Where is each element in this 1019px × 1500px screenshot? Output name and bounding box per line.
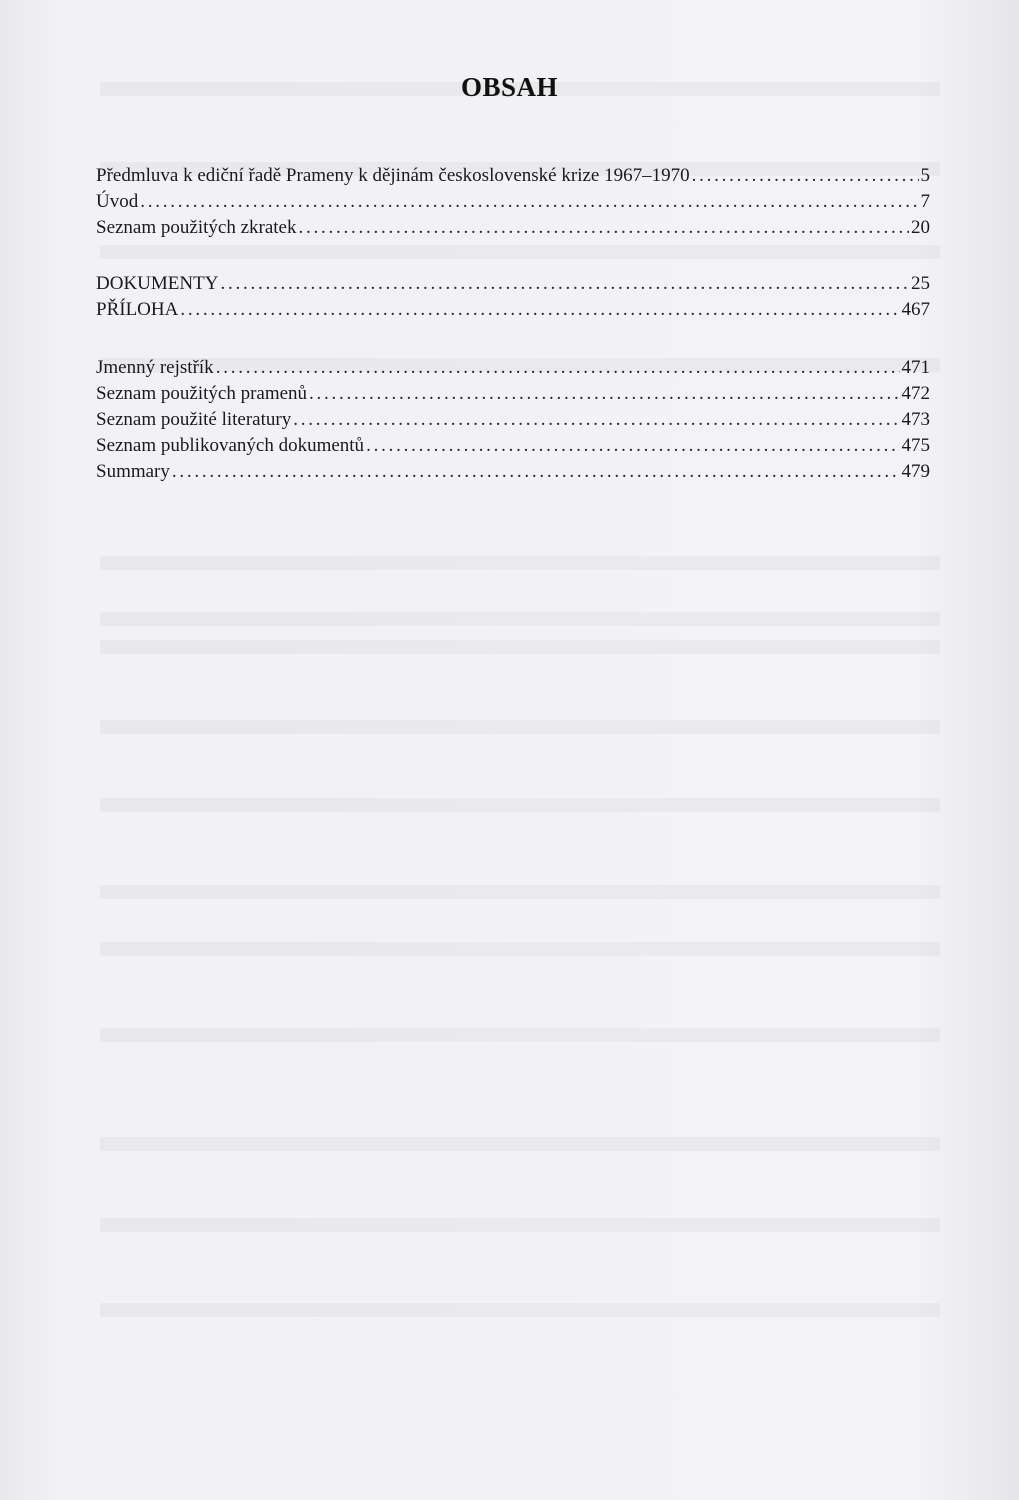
toc-entry[interactable]: [96, 163, 930, 189]
toc-entry[interactable]: [96, 215, 930, 241]
toc-entry-page: 473: [901, 409, 930, 430]
toc-entry-label: Úvod: [96, 191, 139, 212]
bleed-through-line: [100, 640, 940, 654]
toc-entry-label: Seznam použitých zkratek: [96, 217, 297, 238]
toc-entry-label: Seznam použité literatury: [96, 409, 292, 430]
toc-entry[interactable]: [96, 407, 930, 433]
toc-entry[interactable]: [96, 355, 930, 381]
dot-leader: [220, 271, 909, 297]
dot-leader: [216, 355, 900, 381]
bleed-through-line: [100, 1028, 940, 1042]
bleed-through-line: [100, 942, 940, 956]
toc-entry-page: 7: [920, 191, 930, 212]
toc-entry-page: 467: [901, 299, 930, 320]
toc-entry[interactable]: [96, 271, 930, 297]
toc-group-main: [96, 271, 930, 323]
bleed-through-line: [100, 612, 940, 626]
toc-entry-page: 475: [901, 435, 930, 456]
toc-group-front-matter: [96, 163, 930, 241]
toc-entry[interactable]: [96, 433, 930, 459]
toc-entry-label: Jmenný rejstřík: [96, 357, 214, 378]
dot-leader: [692, 163, 919, 189]
bleed-through-line: [100, 720, 940, 734]
bleed-through-line: [100, 1137, 940, 1151]
toc-entry[interactable]: [96, 189, 930, 215]
bleed-through-line: [100, 556, 940, 570]
toc-entry-label: Předmluva k ediční řadě Prameny k dějinám československé krize 1967–1970: [96, 165, 690, 186]
dot-leader: [309, 381, 899, 407]
toc-entry-page: 20: [911, 217, 930, 238]
toc-entry[interactable]: [96, 297, 930, 323]
toc-entry-label: Seznam použitých pramenů: [96, 383, 308, 404]
bleed-through-line: [100, 1218, 940, 1232]
toc-entry[interactable]: [96, 381, 930, 407]
toc-entry-page: 472: [901, 383, 930, 404]
page-title: OBSAH: [460, 72, 559, 102]
dot-leader: [140, 189, 918, 215]
toc-entry-label: DOKUMENTY: [96, 273, 219, 294]
dot-leader: [366, 433, 899, 459]
bleed-through-line: [100, 245, 940, 259]
toc-entry-label: PŘÍLOHA: [96, 299, 179, 320]
bleed-through-line: [100, 798, 940, 812]
dot-leader: [172, 459, 900, 485]
dot-leader: [180, 297, 899, 323]
toc-entry-page: 25: [911, 273, 930, 294]
dot-leader: [298, 215, 909, 241]
toc-entry-page: 479: [901, 461, 930, 482]
toc-entry-label: Seznam publikovaných dokumentů: [96, 435, 365, 456]
bleed-through-line: [100, 885, 940, 899]
dot-leader: [293, 407, 899, 433]
toc-group-back-matter: [96, 355, 930, 485]
toc-entry-page: 471: [901, 357, 930, 378]
toc-entry-label: Summary: [96, 461, 170, 482]
toc-entry-page: 5: [920, 165, 930, 186]
toc-entry[interactable]: [96, 459, 930, 485]
bleed-through-line: [100, 1303, 940, 1317]
